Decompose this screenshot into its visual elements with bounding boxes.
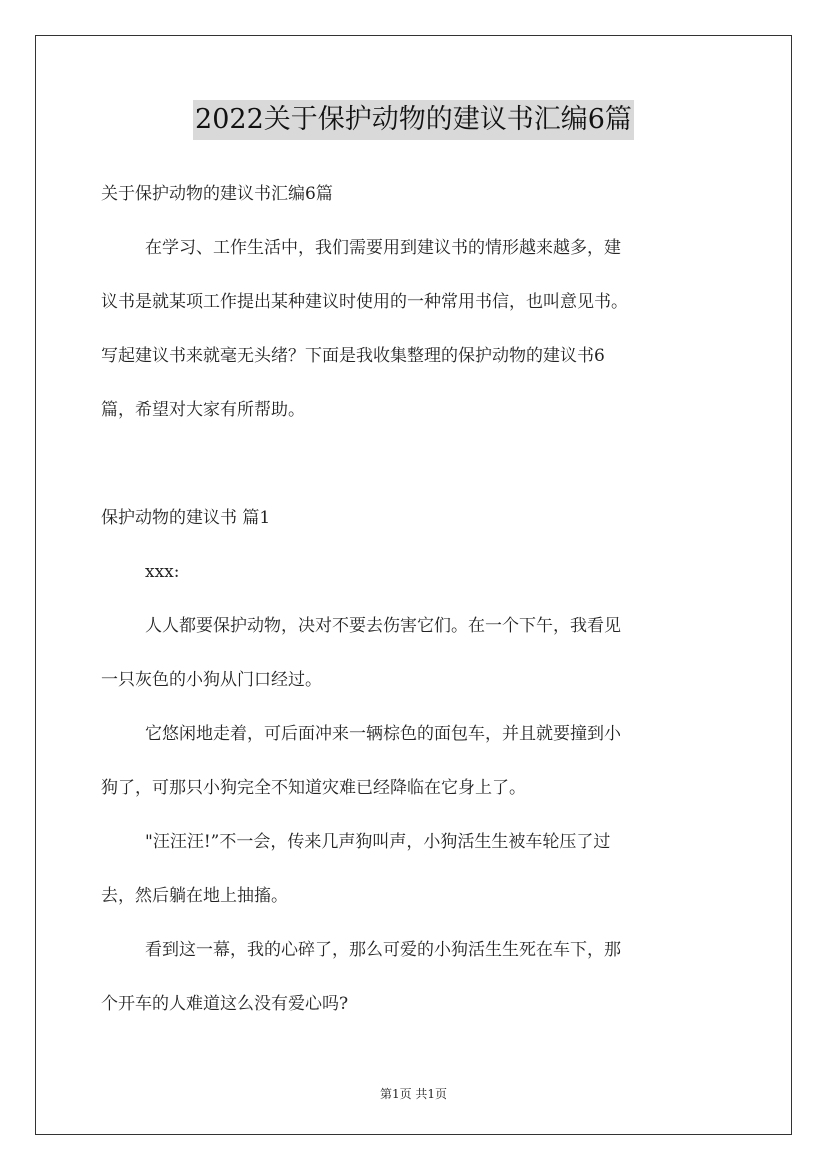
paragraph-line: 议书是就某项工作提出某种建议时使用的一种常用书信，也叫意见书。 — [101, 292, 628, 312]
paragraph-line: 去，然后躺在地上抽搐。 — [101, 886, 288, 906]
paragraph-line: 它悠闲地走着，可后面冲来一辆棕色的面包车，并且就要撞到小 — [145, 724, 621, 744]
paragraph-line: 一只灰色的小狗从门口经过。 — [101, 670, 322, 690]
paragraph-line: 看到这一幕，我的心碎了，那么可爱的小狗活生生死在车下，那 — [145, 940, 621, 960]
paragraph-line: 在学习、工作生活中，我们需要用到建议书的情形越来越多，建 — [145, 238, 621, 258]
salutation: xxx: — [145, 562, 180, 582]
document-title: 2022关于保护动物的建议书汇编6篇 — [193, 100, 634, 140]
paragraph-line: 人人都要保护动物，决对不要去伤害它们。在一个下午，我看见 — [145, 616, 621, 636]
document-subtitle: 关于保护动物的建议书汇编6篇 — [101, 184, 333, 204]
section-heading: 保护动物的建议书 篇1 — [101, 508, 271, 528]
paragraph-line: 写起建议书来就毫无头绪？下面是我收集整理的保护动物的建议书6 — [101, 346, 605, 366]
title-container — [0, 100, 827, 140]
paragraph-line: 狗了，可那只小狗完全不知道灾难已经降临在它身上了。 — [101, 778, 526, 798]
paragraph-line: 篇，希望对大家有所帮助。 — [101, 400, 305, 420]
page-footer: 第1页 共1页 — [379, 1087, 448, 1101]
paragraph-line: 个开车的人难道这么没有爱心吗? — [101, 994, 349, 1014]
paragraph-line: "汪汪汪!”不一会，传来几声狗叫声，小狗活生生被车轮压了过 — [145, 832, 611, 852]
